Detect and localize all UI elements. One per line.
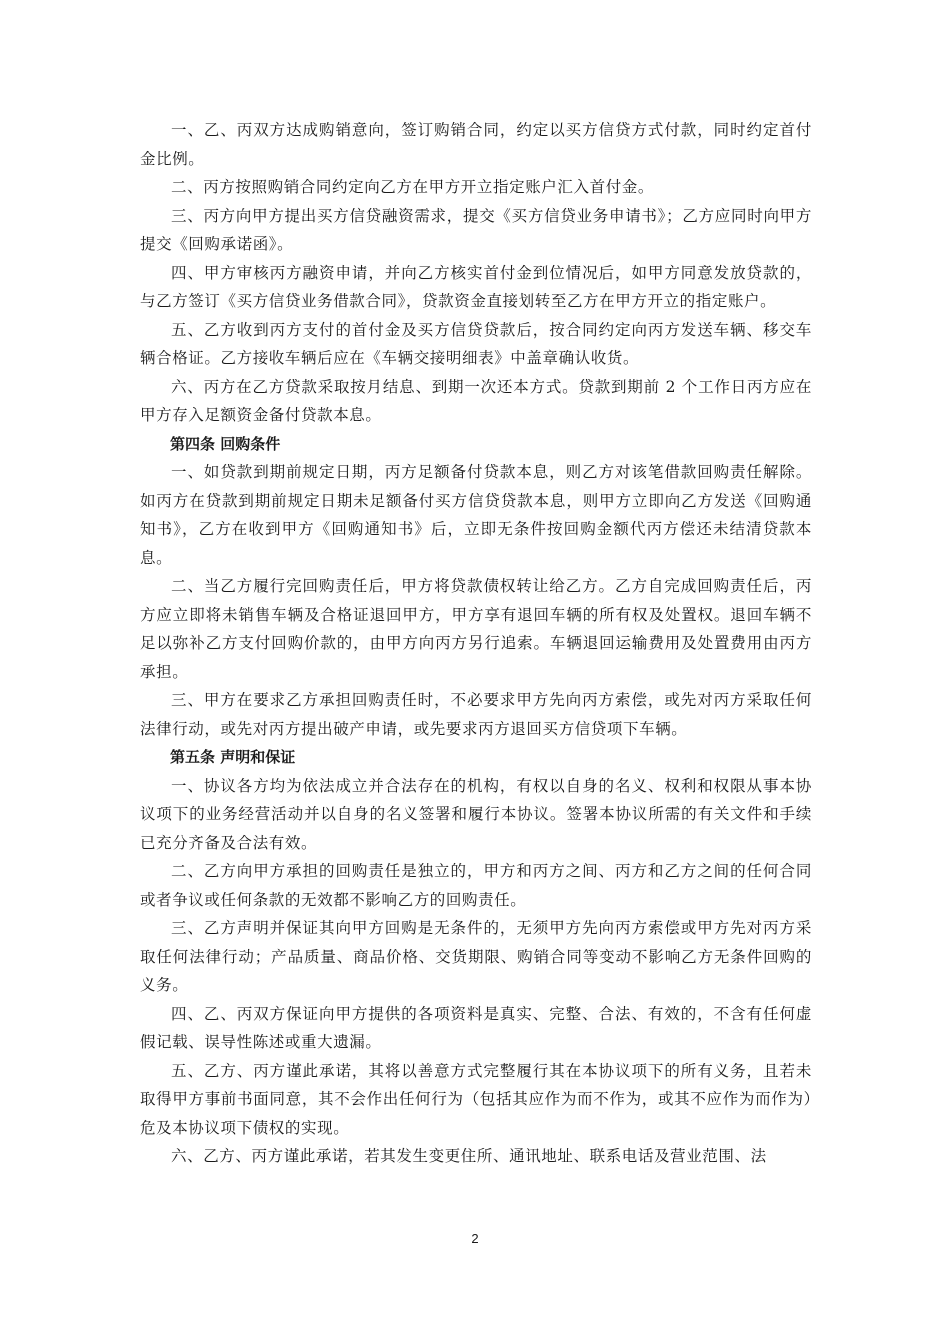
paragraph: 三、丙方向甲方提出买方信贷融资需求，提交《买方信贷业务申请书》；乙方应同时向甲方提交《回购承诺函》。	[140, 206, 812, 253]
paragraph: 一、乙、丙双方达成购销意向，签订购销合同，约定以买方信贷方式付款，同时约定首付金比例。	[140, 121, 812, 168]
paragraph: 二、乙方向甲方承担的回购责任是独立的，甲方和丙方之间、丙方和乙方之间的任何合同或者争议或任何条款的无效都不影响乙方的回购责任。	[140, 862, 812, 909]
paragraph: 五、乙方、丙方谨此承诺，其将以善意方式完整履行其在本协议项下的所有义务，且若未取得甲方事前书面同意，其不会作出任何行为（包括其应作为而不作为，或其不应作为而作为）危及本协议项下债权的实现。	[140, 1061, 812, 1137]
paragraph: 四、乙、丙双方保证向甲方提供的各项资料是真实、完整、合法、有效的，不含有任何虚假记载、误导性陈述或重大遗漏。	[140, 1004, 812, 1051]
paragraph: 六、乙方、丙方谨此承诺，若其发生变更住所、通讯地址、联系电话及营业范围、法	[171, 1147, 767, 1165]
paragraph: 二、当乙方履行完回购责任后，甲方将贷款债权转让给乙方。乙方自完成回购责任后，丙方应立即将未销售车辆及合格证退回甲方，甲方享有退回车辆的所有权及处置权。退回车辆不足以弥补乙方支付回购价款的，由甲方向丙方另行追索。车辆退回运输费用及处置费用由丙方承担。	[140, 577, 812, 681]
paragraph: 三、乙方声明并保证其向甲方回购是无条件的，无须甲方先向丙方索偿或甲方先对丙方采取任何法律行动；产品质量、商品价格、交货期限、购销合同等变动不影响乙方无条件回购的义务。	[140, 919, 812, 994]
paragraph: 一、协议各方均为依法成立并合法存在的机构，有权以自身的名义、权利和权限从事本协议项下的业务经营活动并以自身的名义签署和履行本协议。签署本协议所需的有关文件和手续已充分齐备及合法有效。	[140, 776, 812, 852]
page-number: 2	[471, 1231, 479, 1246]
paragraph: 四、甲方审核丙方融资申请，并向乙方核实首付金到位情况后，如甲方同意发放贷款的，与乙方签订《买方信贷业务借款合同》，贷款资金直接划转至乙方在甲方开立的指定账户。	[140, 263, 812, 310]
paragraph: 一、如贷款到期前规定日期，丙方足额备付贷款本息，则乙方对该笔借款回购责任解除。如丙方在贷款到期前规定日期未足额备付买方信贷贷款本息，则甲方立即向乙方发送《回购通知书》，乙方在收到甲方《回购通知书》后，立即无条件按回购金额代丙方偿还未结清贷款本息。	[140, 463, 812, 567]
paragraph: 三、甲方在要求乙方承担回购责任时，不必要求甲方先向丙方索偿，或先对丙方采取任何法律行动，或先对丙方提出破产申请，或先要求丙方退回买方信贷项下车辆。	[140, 691, 812, 738]
paragraph: 五、乙方收到丙方支付的首付金及买方信贷贷款后，按合同约定向丙方发送车辆、移交车辆合格证。乙方接收车辆后应在《车辆交接明细表》中盖章确认收货。	[140, 320, 812, 367]
paragraph: 二、丙方按照购销合同约定向乙方在甲方开立指定账户汇入首付金。	[171, 178, 655, 196]
paragraph: 六、丙方在乙方贷款采取按月结息、到期一次还本方式。贷款到期前 2 个工作日丙方应在甲方存入足额资金备付贷款本息。	[140, 377, 812, 424]
section-heading: 第五条 声明和保证	[170, 748, 296, 766]
document-body	[140, 116, 812, 1171]
section-heading: 第四条 回购条件	[170, 434, 281, 453]
